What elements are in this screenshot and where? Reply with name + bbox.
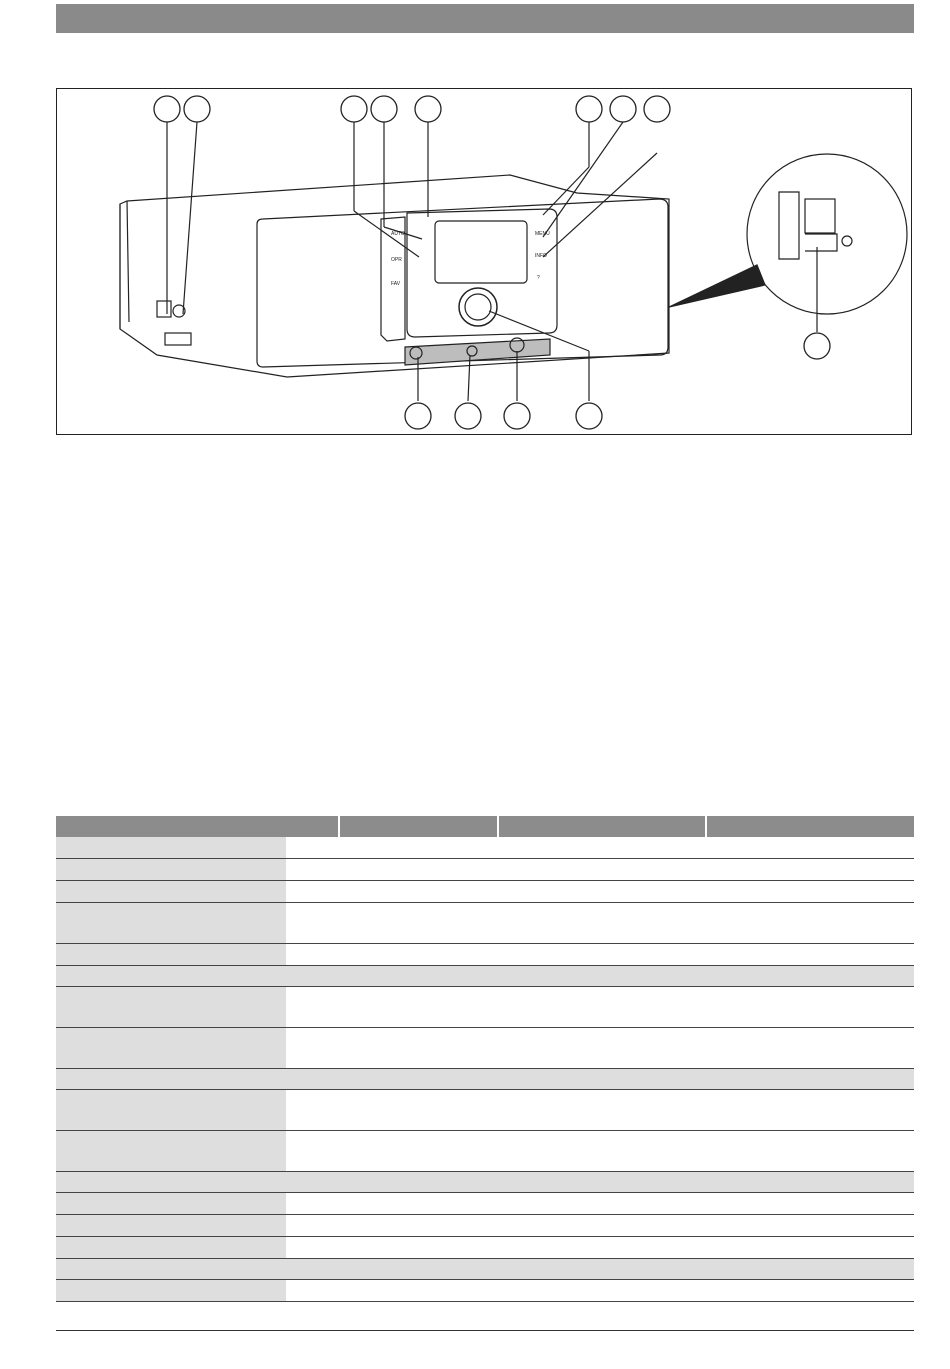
callout-10 bbox=[455, 403, 481, 429]
spec-table bbox=[56, 816, 914, 1302]
service-port-icon bbox=[805, 199, 835, 233]
detail-recess bbox=[779, 192, 799, 259]
leader-line-6b bbox=[543, 167, 589, 215]
device-illustration bbox=[57, 89, 913, 436]
table-row-label bbox=[56, 1215, 286, 1236]
label-info: INFO bbox=[535, 253, 547, 259]
table-row bbox=[56, 944, 914, 966]
label-opr: OPR bbox=[391, 257, 402, 263]
table-row-label bbox=[56, 987, 286, 1027]
table-row-label bbox=[56, 944, 286, 965]
table-row-label bbox=[56, 1172, 286, 1192]
callout-1 bbox=[154, 96, 180, 122]
callout-13 bbox=[804, 333, 830, 359]
callout-8 bbox=[644, 96, 670, 122]
table-row bbox=[56, 881, 914, 903]
callout-9 bbox=[405, 403, 431, 429]
table-row-value bbox=[286, 1280, 914, 1301]
device-left-edge-2 bbox=[127, 201, 129, 322]
table-row bbox=[56, 1028, 914, 1069]
callout-2 bbox=[184, 96, 210, 122]
magnifier-wedge bbox=[669, 265, 765, 307]
header-bar bbox=[56, 4, 914, 33]
display-bezel bbox=[407, 209, 557, 337]
table-section-row bbox=[56, 1069, 914, 1090]
table-row-value bbox=[286, 1259, 914, 1279]
table-row bbox=[56, 1193, 914, 1215]
bottom-rule bbox=[56, 1330, 914, 1331]
table-row-value bbox=[286, 1028, 914, 1068]
table-row bbox=[56, 1215, 914, 1237]
table-row bbox=[56, 1280, 914, 1302]
table-section-row bbox=[56, 1259, 914, 1280]
selector-knob-inner bbox=[465, 294, 491, 320]
table-row-label bbox=[56, 859, 286, 880]
table-row-value bbox=[286, 944, 914, 965]
callout-12 bbox=[576, 403, 602, 429]
label-menu: MENU bbox=[535, 231, 550, 237]
detail-socket-base bbox=[805, 234, 837, 251]
table-row-label bbox=[56, 837, 286, 858]
device-body bbox=[120, 175, 669, 377]
table-row-value bbox=[286, 1172, 914, 1192]
leader-line-3b bbox=[354, 211, 419, 257]
table-row-label bbox=[56, 1131, 286, 1171]
table-row-label bbox=[56, 1028, 286, 1068]
callout-11 bbox=[504, 403, 530, 429]
table-row bbox=[56, 903, 914, 944]
table-row-value bbox=[286, 859, 914, 880]
table-row-value bbox=[286, 881, 914, 902]
table-row-label bbox=[56, 903, 286, 943]
label-auto: AUTO bbox=[391, 231, 405, 237]
table-row bbox=[56, 859, 914, 881]
header-cell-2 bbox=[340, 816, 499, 837]
header-cell-1 bbox=[56, 816, 340, 837]
table-row-value bbox=[286, 1215, 914, 1236]
table-row-value bbox=[286, 1069, 914, 1089]
table-row-label bbox=[56, 1090, 286, 1130]
callout-6 bbox=[576, 96, 602, 122]
display-screen bbox=[435, 221, 527, 283]
table-row-value bbox=[286, 987, 914, 1027]
table-section-row bbox=[56, 1172, 914, 1193]
table-row bbox=[56, 987, 914, 1028]
table-row-value bbox=[286, 837, 914, 858]
table-row-value bbox=[286, 1237, 914, 1258]
table-row bbox=[56, 1131, 914, 1172]
table-row-label bbox=[56, 1069, 286, 1089]
table-row-value bbox=[286, 966, 914, 986]
leader-line-8 bbox=[543, 153, 657, 257]
device-figure bbox=[56, 88, 912, 435]
table-row bbox=[56, 1090, 914, 1131]
side-socket-1 bbox=[157, 301, 171, 317]
callout-4 bbox=[371, 96, 397, 122]
leader-line-2 bbox=[183, 122, 197, 314]
table-row-label bbox=[56, 1193, 286, 1214]
table-header bbox=[56, 816, 914, 837]
table-row-label bbox=[56, 966, 286, 986]
table-row bbox=[56, 837, 914, 859]
header-cell-4 bbox=[707, 816, 914, 837]
label-fav: FAV bbox=[391, 281, 401, 287]
table-body bbox=[56, 837, 914, 1302]
table-row bbox=[56, 1237, 914, 1259]
table-row-label bbox=[56, 881, 286, 902]
leader-line-10 bbox=[468, 355, 470, 401]
table-row-value bbox=[286, 1193, 914, 1214]
table-section-row bbox=[56, 966, 914, 987]
table-row-value bbox=[286, 1131, 914, 1171]
table-row-value bbox=[286, 903, 914, 943]
label-help: ? bbox=[537, 275, 540, 281]
type-plate bbox=[165, 333, 191, 345]
callout-3 bbox=[341, 96, 367, 122]
callout-5 bbox=[415, 96, 441, 122]
header-cell-3 bbox=[499, 816, 707, 837]
table-row-label bbox=[56, 1259, 286, 1279]
detail-screw bbox=[842, 236, 852, 246]
table-row-label bbox=[56, 1237, 286, 1258]
callout-7 bbox=[610, 96, 636, 122]
table-row-label bbox=[56, 1280, 286, 1301]
table-row-value bbox=[286, 1090, 914, 1130]
